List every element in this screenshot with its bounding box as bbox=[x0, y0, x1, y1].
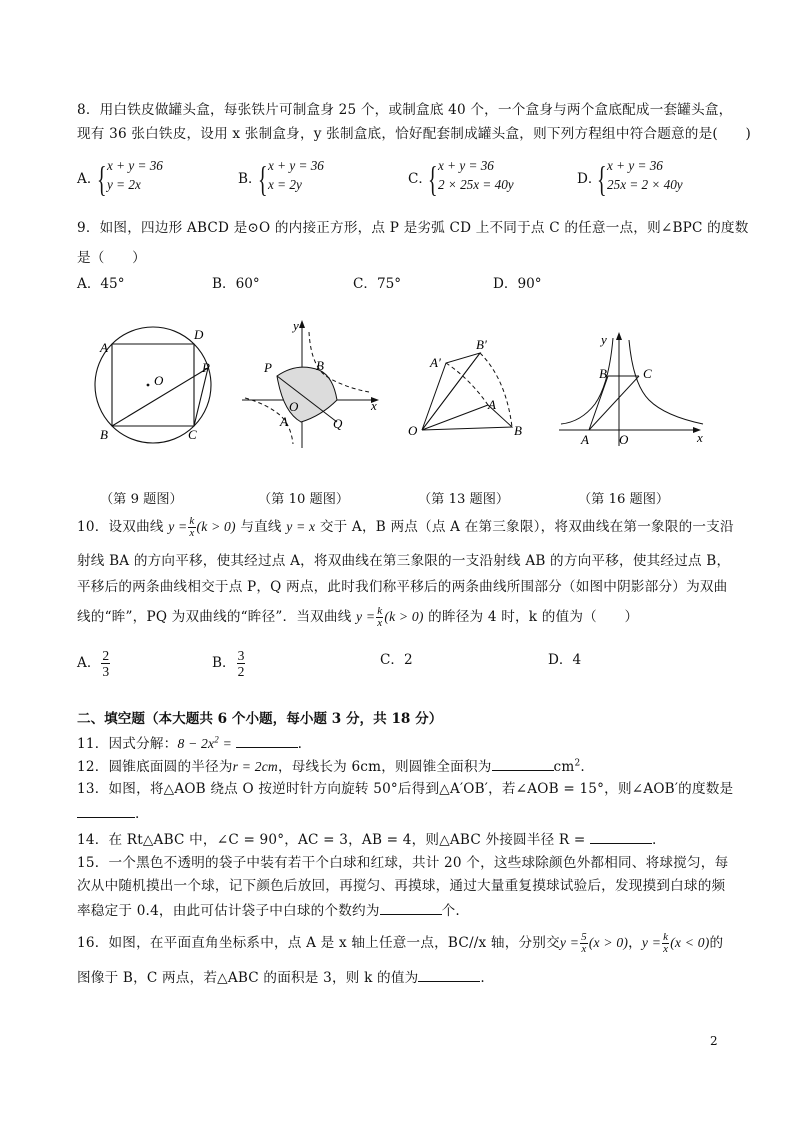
q9-option-c: C．75° bbox=[353, 276, 402, 292]
q10-option-a: A． $\frac{2}{3}$ bbox=[77, 648, 110, 679]
q10-line3: 平移后的两条曲线相交于点 P，Q 两点，此时我们称平移后的两条曲线所围部分（如图中阴影部分）为双曲 bbox=[77, 579, 728, 595]
fig10-label-y: y bbox=[293, 318, 299, 333]
fig9-label-c: C bbox=[188, 427, 197, 442]
q8-line2: 现有 36 张白铁皮，设用 x 张制盒身，y 张制盒底，恰好配套制成罐头盒，则下列方程组中符合题意的是( ) bbox=[77, 126, 751, 142]
q8-option-b-eq1: x + y = 36 bbox=[268, 158, 324, 173]
fig16-label-y: y bbox=[601, 332, 607, 347]
fig13-diagram bbox=[400, 335, 540, 445]
fig9-label-o: O bbox=[154, 373, 164, 388]
q16-answer-blank[interactable] bbox=[418, 967, 480, 982]
page-number: 2 bbox=[710, 1034, 718, 1048]
section-2-title: 二、填空题（本大题共 6 个小题，每小题 3 分，共 18 分） bbox=[77, 711, 443, 727]
q8-option-c-eq2: 2 × 25x = 40y bbox=[438, 177, 514, 192]
fig13-label-o: O bbox=[408, 423, 418, 438]
fig10-label-b: B bbox=[316, 358, 324, 373]
q16-line2: 图像于 B，C 两点，若△ABC 的面积是 3，则 k 的值为 . bbox=[77, 967, 485, 988]
q15-line2: 次从中随机摸出一个球，记下颜色后放回，再搅匀、再摸球，通过大量重复摸球试验后，发现摸到白球的频 bbox=[77, 878, 726, 894]
q9-option-d: D．90° bbox=[493, 276, 542, 292]
q11-line: 11．因式分解：$8 - 2x^2$ = . bbox=[77, 734, 303, 752]
fig10-diagram bbox=[237, 318, 387, 458]
q15-answer-blank[interactable] bbox=[380, 900, 442, 915]
q9-option-a: A．45° bbox=[77, 276, 125, 292]
q12-answer-blank[interactable] bbox=[492, 756, 554, 771]
fig10-label-x: x bbox=[371, 398, 377, 413]
q8-option-a-eq1: x + y = 36 bbox=[107, 158, 163, 173]
q8-option-d-eq2: 25x = 2 × 40y bbox=[607, 177, 683, 192]
q15-line1: 15．一个黑色不透明的袋子中装有若干个白球和红球，共计 20 个，这些球除颜色外都相同、将球搅匀，每 bbox=[77, 855, 729, 871]
q10-option-b: B． $\frac{3}{2}$ bbox=[212, 648, 245, 679]
fig13-label-b: B bbox=[514, 423, 522, 438]
fig9-label-p: P bbox=[202, 360, 210, 375]
q9-line2: 是（ ） bbox=[77, 250, 146, 266]
fig10-label-p: P bbox=[264, 360, 272, 375]
fig13-label-ap: A′ bbox=[430, 355, 441, 370]
fig16-caption: （第 16 题图） bbox=[578, 492, 670, 507]
q10-line1: 10．设双曲线 y = $\frac{k}{x}$ (k > 0) 与直线 y = x 交于 A，B 两点（点 A 在第三象限），将双曲线在第一象限的一支沿 bbox=[77, 515, 734, 539]
fig9-diagram bbox=[88, 325, 228, 450]
q13-answer-blank[interactable] bbox=[77, 803, 135, 818]
fig10-caption: （第 10 题图） bbox=[258, 492, 350, 507]
q8-option-a-eq2: y = 2x bbox=[107, 177, 141, 192]
q10-option-c: C．2 bbox=[380, 652, 413, 668]
q8-option-d-eq1: x + y = 36 bbox=[607, 158, 663, 173]
q10-option-d: D．4 bbox=[548, 652, 582, 668]
fig9-label-b: B bbox=[100, 427, 108, 442]
q14-answer-blank[interactable] bbox=[590, 829, 652, 844]
q12-line: 12．圆锥底面圆的半径为r = 2cm，母线长为 6cm，则圆锥全面积为 $cm^2$. bbox=[77, 756, 585, 777]
fig9-label-d: D bbox=[194, 327, 204, 342]
q11-answer-blank[interactable] bbox=[236, 733, 298, 748]
fig16-diagram bbox=[557, 328, 712, 453]
q13-line1: 13．如图，将△AOB 绕点 O 按逆时针方向旋转 50°后得到△A′OB′，若∠AOB = 15°，则∠AOB′的度数是 bbox=[77, 781, 734, 797]
fig16-label-x: x bbox=[697, 430, 703, 445]
q13-line2: . bbox=[77, 803, 140, 824]
fig16-label-o: O bbox=[619, 432, 629, 447]
exam-page: 8．用白铁皮做罐头盒，每张铁片可制盒身 25 个，或制盒底 40 个，一个盒身与两个盒底配成一套罐头盒， 现有 36 张白铁皮，设用 x 张制盒身，y 张制盒底，恰好配套制成罐头盒，则下列方程组中符合题意的是( ) A． { x + y = 36 y = 2x B． { x + y = 36 x = 2y C． { x + y = 36 2 × 25x = 40y D． { x + y = 36 25x = 2 × 40y 9．如图，四边形 ABCD 是⊙O 的内接正方形，点 P 是劣弧 CD 上不同于点 C 的任意一点，则∠BPC 的度数 是（ ） A．45° B．60° C．75° D．90° A D P O B C P B O A Q y x A′ B′ A O B y x B C A O （第 9 题图） （第 10 题图） （第 13 题图） （第 16 题图） 10．设双曲线 y = $\frac{k}{x}$ (k > 0) 与直线 y = x 交于 A，B 两点（点 A 在第三象限），将双曲线在第一象限的一支沿 射线 BA 的方向平移，使其经过点 A，将双曲线在第三象限的一支沿射线 AB 的方向平移，使其经过点 B， 平移后的两条曲线相交于点 P，Q 两点，此时我们称平移后的两条曲线所围部分（如图中阴影部分）为双曲 线的“眸”，PQ 为双曲线的“眸径”．当双曲线 y = $\frac{k}{x}$ (k > 0) 的眸径为 4 时，k 的值为（ ） A． $\frac{2}{3}$ B． $\frac{3}{2}$ C．2 D．4 二、填空题（本大题共 6 个小题，每小题 3 分，共 18 分） 11．因式分解：$8 - 2x^2$ = . 12．圆锥底面圆的半径为r = 2cm，母线长为 6cm，则圆锥全面积为 $cm^2$. 13．如图，将△AOB 绕点 O 按逆时针方向旋转 50°后得到△A′OB′，若∠AOB = 15°，则∠AOB′的度数是 . 14．在 Rt△ABC 中，∠C = 90°，AC = 3，AB = 4，则△ABC 外接圆半径 R = . 15．一个黑色不透明的袋子中装有若干个白球和红球，共计 20 个，这些球除颜色外都相同、将球搅匀，每 次从中随机摸出一个球，记下颜色后放回，再搅匀、再摸球，通过大量重复摸球试验后，发现摸到白球的频 率稳定于 0.4，由此可估计袋子中白球的个数约为 个. 16．如图，在平面直角坐标系中，点 A 是 x 轴上任意一点，BC//x 轴，分别交y = $\frac{5}{x}$ (x > 0)，y = $\frac{k}{x}$ (x < 0)的 图像于 B，C 两点，若△ABC 的面积是 3，则 k 的值为 . 2 bbox=[77, 102, 751, 1048]
fig10-label-o: O bbox=[289, 399, 299, 414]
fig9-caption: （第 9 题图） bbox=[100, 492, 183, 507]
q14-line: 14．在 Rt△ABC 中，∠C = 90°，AC = 3，AB = 4，则△ABC 外接圆半径 R = . bbox=[77, 829, 657, 850]
fig16-label-b: B bbox=[599, 366, 607, 381]
q10-line2: 射线 BA 的方向平移，使其经过点 A，将双曲线在第三象限的一支沿射线 AB 的方向平移，使其经过点 B， bbox=[77, 553, 731, 569]
fig13-label-a: A bbox=[488, 397, 496, 412]
fig9-label-a: A bbox=[100, 340, 108, 355]
q8-option-b-eq2: x = 2y bbox=[268, 177, 302, 192]
q9-option-b: B．60° bbox=[212, 276, 260, 292]
fig16-label-c: C bbox=[643, 366, 652, 381]
q9-line1: 9．如图，四边形 ABCD 是⊙O 的内接正方形，点 P 是劣弧 CD 上不同于点 C 的任意一点，则∠BPC 的度数 bbox=[77, 220, 749, 236]
q8-option-c-eq1: x + y = 36 bbox=[438, 158, 494, 173]
q16-line1: 16．如图，在平面直角坐标系中，点 A 是 x 轴上任意一点，BC//x 轴，分别交y = $\frac{5}{x}$ (x > 0)，y = $\frac{k}{x}$ (x < 0)的 bbox=[77, 931, 724, 955]
q8-line1: 8．用白铁皮做罐头盒，每张铁片可制盒身 25 个，或制盒底 40 个，一个盒身与两个盒底配成一套罐头盒， bbox=[77, 102, 733, 118]
q10-line4: 线的“眸”，PQ 为双曲线的“眸径”．当双曲线 y = $\frac{k}{x}$ (k > 0) 的眸径为 4 时，k 的值为（ ） bbox=[77, 605, 639, 629]
fig10-label-q: Q bbox=[333, 416, 343, 431]
q15-line3: 率稳定于 0.4，由此可估计袋子中白球的个数约为 个. bbox=[77, 900, 460, 921]
fig10-label-a: A bbox=[280, 414, 288, 429]
fig13-label-bp: B′ bbox=[476, 337, 487, 352]
fig13-caption: （第 13 题图） bbox=[418, 492, 510, 507]
fig16-label-a: A bbox=[581, 432, 589, 447]
